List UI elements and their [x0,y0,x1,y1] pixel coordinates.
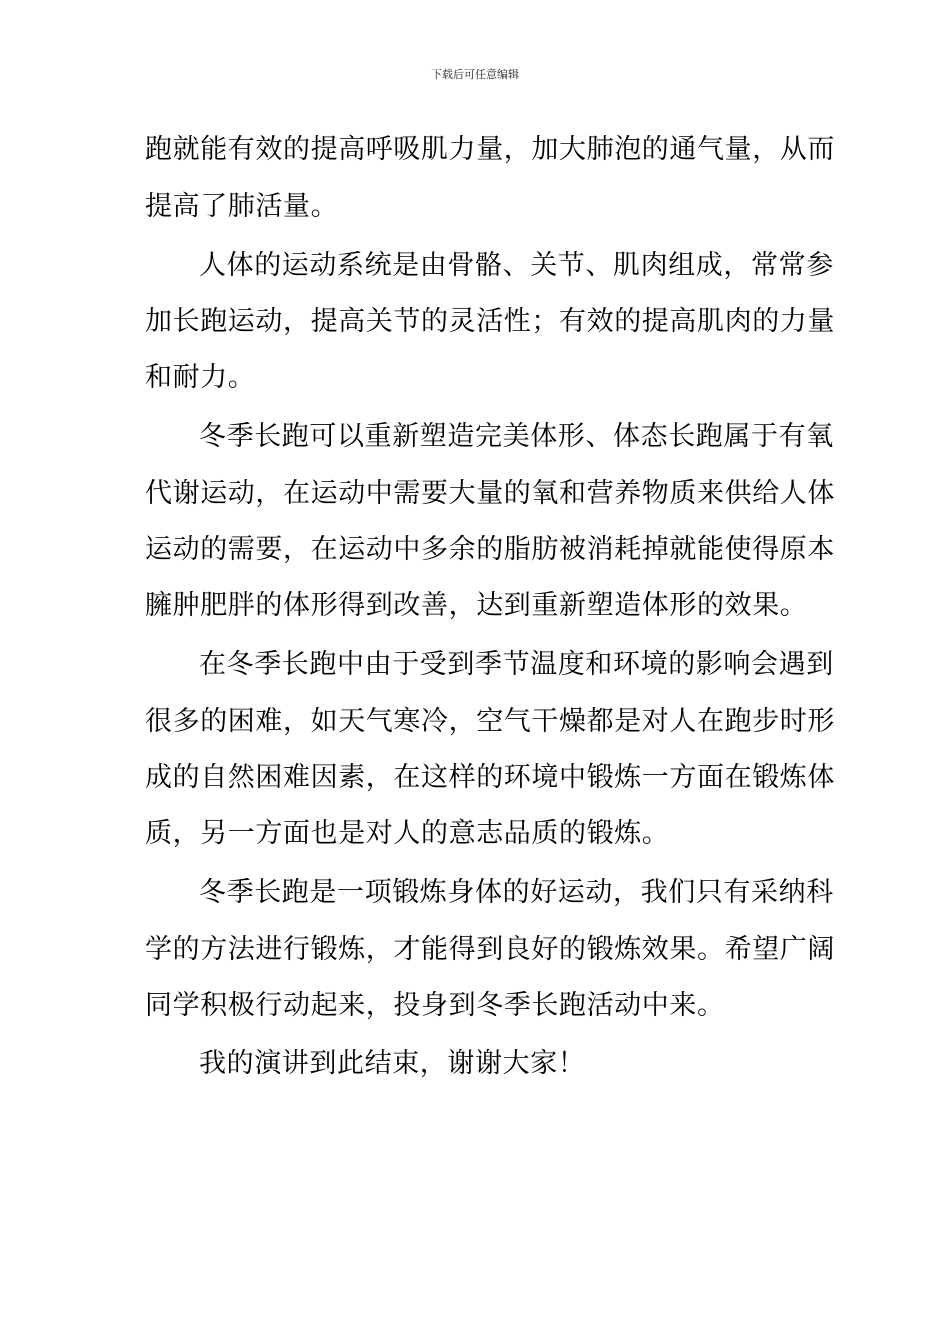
text-line: 加长跑运动，提高关节的灵活性；有效的提高肌肉的力量 [145,306,835,337]
text-line: 人体的运动系统是由骨骼、关节、肌肉组成，常常参 [199,250,834,281]
text-line: 跑就能有效的提高呼吸肌力量，加大肺泡的通气量，从而 [145,134,835,165]
text-line: 质，另一方面也是对人的意志品质的锻炼。 [145,818,670,849]
text-line: 冬季长跑是一项锻炼身体的好运动，我们只有采纳科 [199,877,834,908]
text-line: 很多的困难，如天气寒冷，空气干燥都是对人在跑步时形 [145,706,835,737]
text-line: 臃肿肥胖的体形得到改善，达到重新塑造体形的效果。 [145,590,808,621]
text-line: 我的演讲到此结束，谢谢大家！ [199,1048,586,1079]
text-line: 成的自然困难因素，在这样的环境中锻炼一方面在锻炼体 [145,762,835,793]
text-line: 在冬季长跑中由于受到季节温度和环境的影响会遇到 [199,649,834,680]
text-line: 冬季长跑可以重新塑造完美体形、体态长跑属于有氧 [199,421,834,452]
text-line: 提高了肺活量。 [145,191,339,222]
text-line: 运动的需要，在运动中多余的脂肪被消耗掉就能使得原本 [145,534,835,565]
text-line: 和耐力。 [145,362,256,393]
text-line: 学的方法进行锻炼，才能得到良好的锻炼效果。希望广阔 [145,934,835,965]
text-line: 代谢运动，在运动中需要大量的氧和营养物质来供给人体 [145,478,835,509]
text-line: 同学积极行动起来，投身到冬季长跑活动中来。 [145,990,725,1021]
page-header: 下载后可任意编辑 [431,68,519,81]
